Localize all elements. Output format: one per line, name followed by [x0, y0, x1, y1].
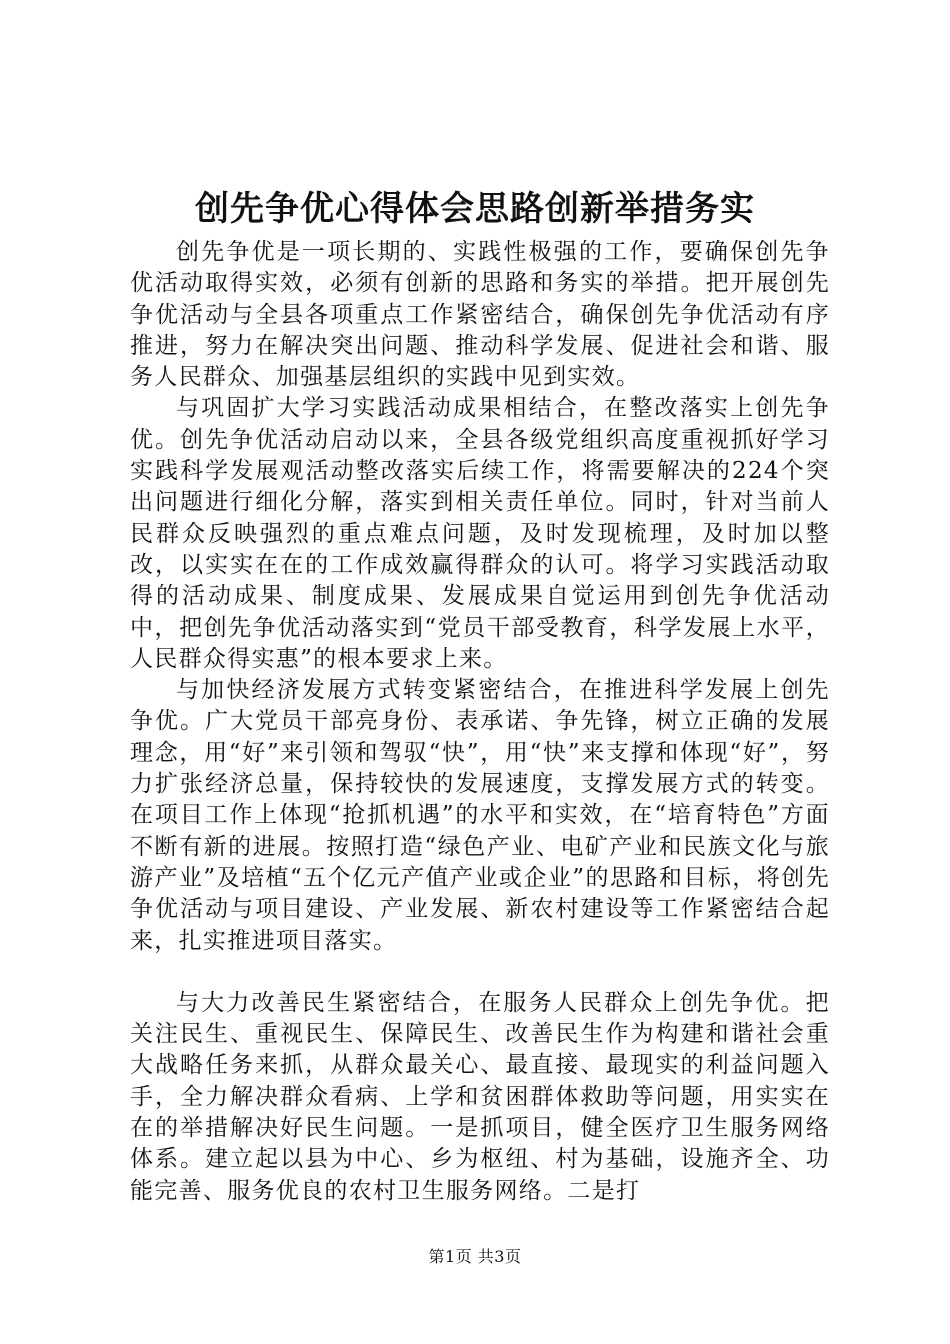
- document-title: 创先争优心得体会思路创新举措务实: [195, 189, 755, 229]
- paragraph-2: 与巩固扩大学习实践活动成果相结合，在整改落实上创先争优。创先争优活动启动以来，全县各级党组织高度重视抓好学习实践科学发展观活动整改落实后续工作，将需要解决的224个突出问题进行细化分解，落实到相关责任单位。同时，针对当前人民群众反映强烈的重点难点问题，及时发现梳理，及时加以整改，以实实在在的工作成效赢得群众的认可。将学习实践活动取得的活动成果、制度成果、发展成果自觉运用到创先争优活动中，把创先争优活动落实到“党员干部受教育，科学发展上水平，人民群众得实惠”的根本要求上来。: [130, 395, 830, 672]
- paragraph-4: 与大力改善民生紧密结合，在服务人民群众上创先争优。把关注民生、重视民生、保障民生、改善民生作为构建和谐社会重大战略任务来抓，从群众最关心、最直接、最现实的利益问题入手，全力解决群众看病、上学和贫困群体救助等问题，用实实在在的举措解决好民生问题。一是抓项目，健全医疗卫生服务网络体系。建立起以县为中心、乡为枢纽、村为基础，设施齐全、功能完善、服务优良的农村卫生服务网络。二是打: [130, 989, 830, 1204]
- page-footer: 第1页 共3页: [428, 1247, 522, 1266]
- document-body: [130, 237, 830, 1207]
- paragraph-1: 创先争优是一项长期的、实践性极强的工作，要确保创先争优活动取得实效，必须有创新的思路和务实的举措。把开展创先争优活动与全县各项重点工作紧密结合，确保创先争优活动有序推进，努力在解决突出问题、推动科学发展、促进社会和谐、服务人民群众、加强基层组织的实践中见到实效。: [130, 239, 830, 391]
- paragraph-3: 与加快经济发展方式转变紧密结合，在推进科学发展上创先争优。广大党员干部亮身份、表承诺、争先锋，树立正确的发展理念，用“好”来引领和驾驭“快”，用“快”来支撑和体现“好”，努力扩张经济总量，保持较快的发展速度，支撑发展方式的转变。在项目工作上体现“抢抓机遇”的水平和实效，在“培育特色”方面不断有新的进展。按照打造“绿色产业、电矿产业和民族文化与旅游产业”及培植“五个亿元产值产业或企业”的思路和目标，将创先争优活动与项目建设、产业发展、新农村建设等工作紧密结合起来，扎实推进项目落实。: [130, 677, 830, 954]
